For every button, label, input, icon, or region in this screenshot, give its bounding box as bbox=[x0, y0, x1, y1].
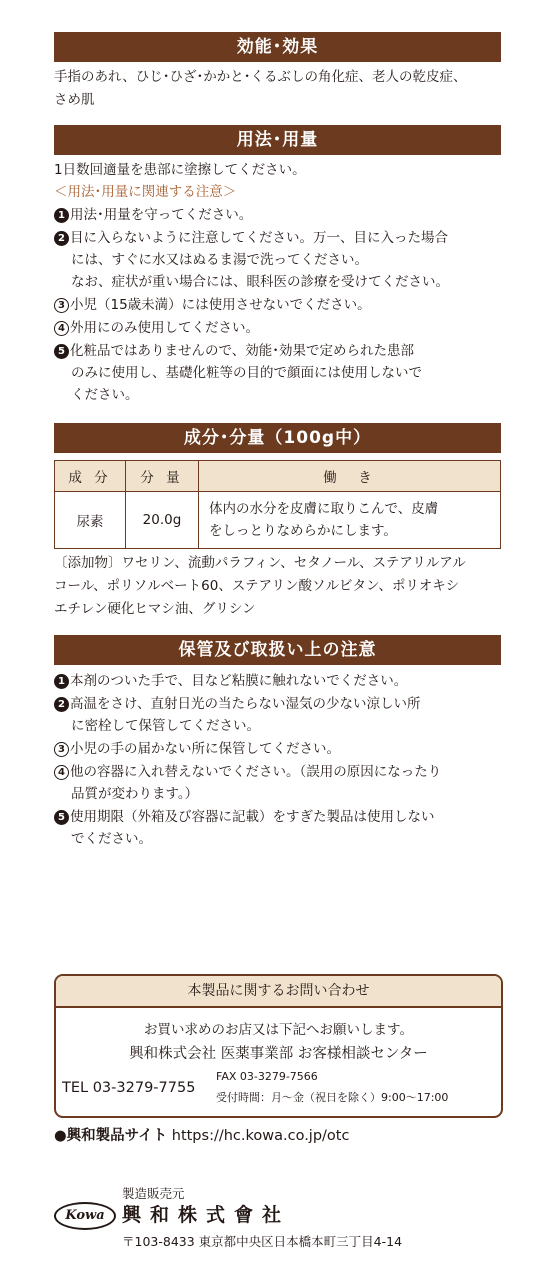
website-url[interactable]: https://hc.kowa.co.jp/otc bbox=[171, 1128, 350, 1144]
additives-line-1: 〔添加物〕ワセリン、流動パラフィン、セタノール、ステアリルアル bbox=[54, 555, 466, 571]
number-1-icon: 1 bbox=[54, 208, 69, 223]
table-header-row bbox=[55, 461, 501, 492]
efficacy-heading: 効能･効果 bbox=[54, 32, 501, 62]
storage-item-4: 4 他の容器に入れ替えないでください。（誤用の原因になったり bbox=[54, 761, 441, 783]
company-address: 〒103-8433 東京都中央区日本橋本町三丁目4-14 bbox=[122, 1234, 403, 1249]
number-2-icon: 2 bbox=[54, 231, 69, 246]
column-amount: 分 量 bbox=[126, 461, 199, 492]
storage-item-4-line-2: 品質が変わります。） bbox=[71, 786, 199, 802]
company-name: 興和株式會社 bbox=[122, 1204, 291, 1226]
number-2-icon: 2 bbox=[54, 697, 69, 712]
contact-line-2: 興和株式会社 医薬事業部 お客様相談センター bbox=[129, 1046, 428, 1062]
number-3-icon: 3 bbox=[54, 742, 69, 757]
number-3-icon: 3 bbox=[54, 298, 69, 313]
ingredient-effect: 体内の水分を皮膚に取りこんで、皮膚 をしっとりなめらかにします。 bbox=[199, 492, 501, 549]
contact-heading: 本製品に関するお問い合わせ bbox=[56, 976, 501, 1008]
contact-box bbox=[54, 974, 503, 1118]
usage-item-1: 1 用法･用量を守ってください。 bbox=[54, 204, 252, 226]
number-4-icon: 4 bbox=[54, 321, 69, 336]
storage-item-2: 2 高温をさけ、直射日光の当たらない湿気の少ない涼しい所 bbox=[54, 693, 420, 715]
contact-fax: FAX 03-3279-7566 bbox=[216, 1070, 318, 1083]
ingredient-name: 尿素 bbox=[55, 492, 126, 549]
storage-item-1: 1 本剤のついた手で、目など粘膜に触れないでください。 bbox=[54, 670, 407, 692]
contact-hours: 受付時間：月～金（祝日を除く）9:00～17:00 bbox=[216, 1091, 449, 1104]
number-1-icon: 1 bbox=[54, 674, 69, 689]
usage-item-2-line-2: には、すぐに水又はぬるま湯で洗ってください。 bbox=[71, 252, 368, 268]
contact-tel: TEL 03-3279-7755 bbox=[62, 1080, 196, 1096]
column-effect: 働 き bbox=[199, 461, 501, 492]
manufacturer-label: 製造販売元 bbox=[122, 1186, 185, 1201]
storage-item-2-line-2: に密栓して保管してください。 bbox=[71, 718, 260, 734]
usage-item-3: 3 小児（15歳未満）には使用させないでください。 bbox=[54, 294, 371, 316]
website-line bbox=[54, 1125, 349, 1147]
ingredients-heading: 成分･分量（100g中） bbox=[54, 423, 501, 453]
number-5-icon: 5 bbox=[54, 810, 69, 825]
website-label: ●興和製品サイト bbox=[54, 1128, 168, 1144]
efficacy-line-1: 手指のあれ、ひじ･ひざ･かかと･くるぶしの角化症、老人の乾皮症、 bbox=[54, 69, 467, 85]
usage-heading: 用法･用量 bbox=[54, 125, 501, 155]
contact-line-1: お買い求めのお店又は下記へお願いします。 bbox=[144, 1022, 413, 1038]
additives-line-2: コール、ポリソルベート60、ステアリン酸ソルビタン、ポリオキシ bbox=[54, 578, 460, 594]
ingredients-table bbox=[54, 460, 501, 549]
ingredient-amount: 20.0g bbox=[126, 492, 199, 549]
storage-item-5-line-2: でください。 bbox=[71, 831, 152, 847]
kowa-logo: Kowa bbox=[54, 1202, 116, 1230]
usage-item-4: 4 外用にのみ使用してください。 bbox=[54, 317, 259, 339]
usage-item-2: 2 目に入らないように注意してください。万一、目に入った場合 bbox=[54, 227, 448, 249]
storage-item-3: 3 小児の手の届かない所に保管してください。 bbox=[54, 738, 340, 760]
table-row bbox=[55, 492, 501, 549]
storage-item-5: 5 使用期限（外箱及び容器に記載）をすぎた製品は使用しない bbox=[54, 806, 435, 828]
efficacy-line-2: さめ肌 bbox=[54, 92, 95, 108]
usage-caution-heading: ＜用法･用量に関連する注意＞ bbox=[54, 184, 237, 200]
storage-heading: 保管及び取扱い上の注意 bbox=[54, 635, 501, 665]
additives-line-3: エチレン硬化ヒマシ油、グリシン bbox=[54, 601, 256, 617]
usage-intro: 1日数回適量を患部に塗擦してください。 bbox=[54, 162, 306, 178]
usage-item-5-line-2: のみに使用し、基礎化粧等の目的で顔面には使用しないで bbox=[71, 365, 422, 381]
usage-item-2-line-3: なお、症状が重い場合には、眼科医の診療を受けてください。 bbox=[71, 274, 449, 290]
usage-item-5-line-3: ください。 bbox=[71, 387, 139, 403]
column-ingredient: 成 分 bbox=[55, 461, 126, 492]
usage-item-5: 5 化粧品ではありませんので、効能･効果で定められた患部 bbox=[54, 340, 414, 362]
number-4-icon: 4 bbox=[54, 765, 69, 780]
number-5-icon: 5 bbox=[54, 344, 69, 359]
